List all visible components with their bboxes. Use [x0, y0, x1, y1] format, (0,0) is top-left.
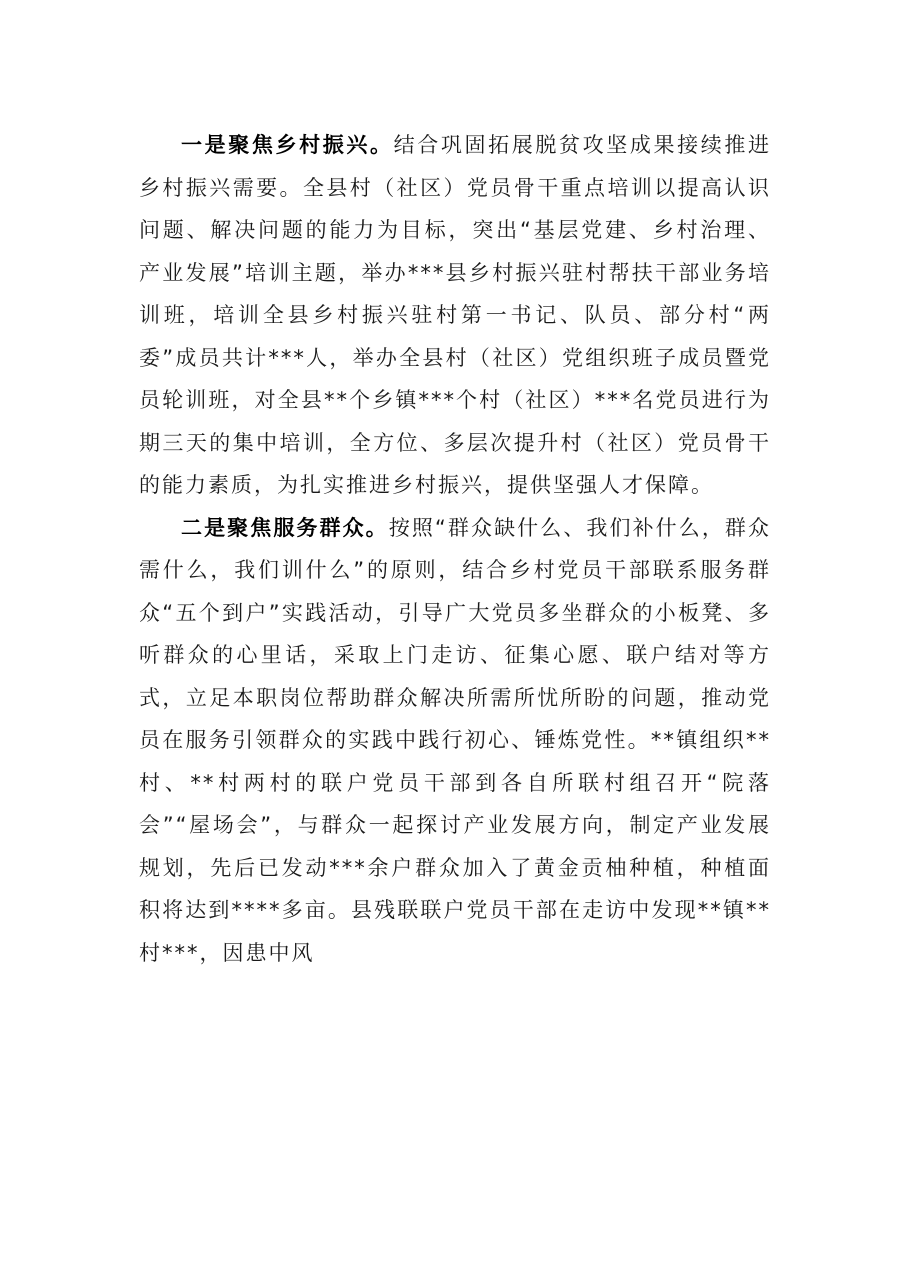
document-body	[139, 124, 771, 974]
paragraph-body-text: 结合巩固拓展脱贫攻坚成果接续推进乡村振兴需要。全县村（社区）党员骨干重点培训以提高认识问题、解决问题的能力为目标，突出“基层党建、乡村治理、产业发展”培训主题，举办***县乡村振兴驻村帮扶干部业务培训班，培训全县乡村振兴驻村第一书记、队员、部分村“两委”成员共计***人，举办全县村（社区）党组织班子成员暨党员轮训班，对全县**个乡镇***个村（社区）***名党员进行为期三天的集中培训，全方位、多层次提升村（社区）党员骨干的能力素质，为扎实推进乡村振兴，提供坚强人才保障。	[139, 133, 771, 497]
paragraph-serving-masses	[139, 507, 771, 975]
paragraph-body-text: 按照“群众缺什么、我们补什么，群众需什么，我们训什么”的原则，结合乡村党员干部联系服务群众“五个到户”实践活动，引导广大党员多坐群众的小板凳、多听群众的心里话，采取上门走访、征集心愿、联户结对等方式，立足本职岗位帮助群众解决所需所忧所盼的问题，推动党员在服务引领群众的实践中践行初心、锤炼党性。**镇组织**村、**村两村的联户党员干部到各自所联村组召开“院落会”“屋场会”，与群众一起探讨产业发展方向，制定产业发展规划，先后已发动***余户群众加入了黄金贡柚种植，种植面积将达到****多亩。县残联联户党员干部在走访中发现**镇**村***，因患中风	[139, 515, 771, 965]
paragraph-lead-heading: 二是聚焦服务群众。	[181, 515, 389, 540]
paragraph-rural-revitalization	[139, 124, 771, 507]
paragraph-lead-heading: 一是聚焦乡村振兴。	[181, 133, 394, 157]
